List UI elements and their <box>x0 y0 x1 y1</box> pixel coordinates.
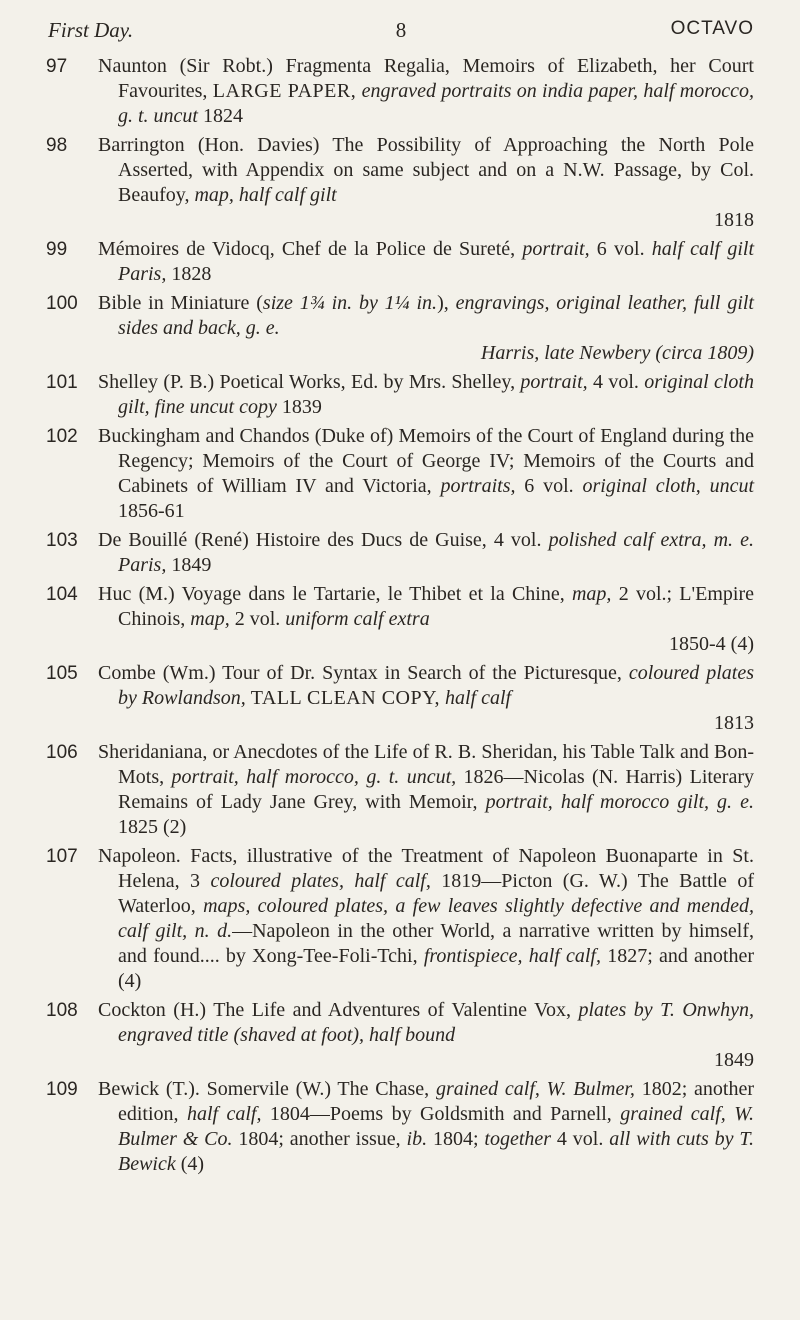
lot-entry <box>46 1077 754 1177</box>
lot-text-segment: Bewick (T.). Somervile (W.) The Chase, <box>98 1078 436 1100</box>
lot-text-segment: ib. <box>406 1128 428 1150</box>
lot-text-segment: 1804—Poems by Goldsmith and Parnell, <box>261 1103 621 1125</box>
lot-entry <box>46 528 754 578</box>
lot-text-segment: half calf, <box>186 1103 262 1125</box>
lot-text-segment: 1827; and another (4) <box>118 945 754 992</box>
lot-text-segment: —Napoleon in the other World, a narrative written by himself, and found.... by Xong-Tee-Foli-Tchi, <box>118 920 754 967</box>
lot-text-segment: maps, coloured plates, a few leaves slightly defective and mended, calf gilt, n. d. <box>118 895 755 942</box>
lot-text-segment: ), <box>437 292 456 314</box>
lot-description <box>98 424 754 524</box>
lot-text-segment: grained calf, W. Bulmer & Co. <box>118 1103 755 1150</box>
lot-number: 98 <box>46 135 68 156</box>
lot-description <box>98 844 754 994</box>
lot-number: 103 <box>46 530 78 551</box>
lot-number: 97 <box>46 56 68 77</box>
lot-text-segment: Buckingham and Chandos (Duke of) Memoirs of the Court of England during the Regency; Memoirs of the Court of George IV; Memoirs of the Courts and Cabinets of William IV and Victoria, <box>98 425 754 497</box>
lot-text-segment: 1804; another issue, <box>232 1128 407 1150</box>
lot-number: 100 <box>46 293 78 314</box>
lot-text-segment: TALL CLEAN COPY, <box>250 687 440 709</box>
lot-date: 1818 <box>714 209 754 231</box>
lot-text-segment: 1825 (2) <box>118 816 187 838</box>
lot-number: 109 <box>46 1079 78 1100</box>
lot-number: 107 <box>46 846 78 867</box>
lot-entry <box>46 740 754 840</box>
lot-text-segment: Barrington (Hon. Davies) The Possibility of Approaching the North Pole Asserted, with Appendix on same subject and on a N.W. Passage, by Col. Beaufoy, <box>98 134 754 206</box>
lot-entry <box>46 844 754 994</box>
lot-text-segment: 1828 <box>166 263 212 285</box>
lot-text-segment: 2 vol. <box>229 608 286 630</box>
lot-list <box>46 54 754 1181</box>
lot-description <box>98 582 754 657</box>
lot-date: 1813 <box>714 712 754 734</box>
lot-text-segment: uniform calf extra <box>285 608 430 630</box>
lot-entry <box>46 998 754 1073</box>
lot-number: 105 <box>46 663 78 684</box>
lot-text-segment: portrait, half morocco, g. t. uncut, <box>171 766 457 788</box>
lot-text-segment: Paris, <box>118 263 167 285</box>
lot-entry <box>46 133 754 233</box>
lot-text-segment: Cockton (H.) The Life and Adventures of Valentine Vox, <box>98 999 579 1021</box>
lot-text-segment: Combe (Wm.) Tour of Dr. Syntax in Search of the Picturesque, <box>98 662 629 684</box>
lot-text-segment: 1856-61 <box>118 500 185 522</box>
lot-text-segment: size 1¾ in. by 1¼ in. <box>262 292 438 314</box>
day-heading: First Day. <box>48 18 134 42</box>
lot-text-segment: portraits, <box>440 475 516 497</box>
lot-entry <box>46 582 754 657</box>
lot-description <box>98 1077 754 1177</box>
lot-text-segment: plates by T. Onwhyn, engraved title (shaved at foot), half bound <box>118 999 754 1046</box>
lot-date: Harris, late Newbery (circa 1809) <box>480 342 754 364</box>
lot-text-segment: half calf gilt <box>651 238 754 260</box>
lot-text-segment: 1804; <box>427 1128 485 1150</box>
lot-entry <box>46 291 754 366</box>
lot-description <box>98 370 754 420</box>
lot-text-segment: Naunton (Sir Robt.) Fragmenta Regalia, Memoirs of Elizabeth, her Court Favourites, <box>98 55 754 102</box>
lot-text-segment: map, half calf gilt <box>194 184 337 206</box>
lot-description <box>98 661 754 736</box>
lot-text-segment: portrait, <box>520 371 588 393</box>
lot-text-segment: 4 vol. <box>587 371 645 393</box>
lot-number: 101 <box>46 372 78 393</box>
lot-text-segment: engravings, original leather, full gilt sides and back, g. e. <box>118 292 754 339</box>
lot-text-segment: LARGE PAPER, <box>212 80 357 102</box>
lot-text-segment: Napoleon. Facts, illustrative of the Treatment of Napoleon Buonaparte in St. Helena, 3 <box>98 845 754 892</box>
lot-entry <box>46 237 754 287</box>
lot-description <box>98 740 754 840</box>
lot-text-segment: 1849 <box>166 554 212 576</box>
lot-text-segment: portrait, <box>522 238 590 260</box>
lot-text-segment: engraved portraits on india paper, half morocco, g. t. uncut <box>118 80 755 127</box>
lot-text-segment: grained calf, W. Bulmer, <box>435 1078 635 1100</box>
lot-text-segment: half calf <box>444 687 512 709</box>
lot-description <box>98 54 754 129</box>
lot-text-segment: Huc (M.) Voyage dans le Tartarie, le Thibet et la Chine, <box>98 583 572 605</box>
lot-entry <box>46 661 754 736</box>
lot-text-segment: Mémoires de Vidocq, Chef de la Police de Sureté, <box>98 238 523 260</box>
lot-text-segment: portrait, half morocco gilt, g. e. <box>485 791 754 813</box>
lot-number: 99 <box>46 239 68 260</box>
lot-text-segment: 4 vol. <box>551 1128 610 1150</box>
lot-text-segment: original cloth, uncut <box>582 475 754 497</box>
lot-entry <box>46 424 754 524</box>
lot-text-segment: together <box>484 1128 552 1150</box>
lot-text-segment: 1802; another edition, <box>118 1078 754 1125</box>
lot-text-segment: Shelley (P. B.) Poetical Works, Ed. by Mrs. Shelley, <box>98 371 521 393</box>
lot-text-segment: map, <box>190 608 230 630</box>
lot-date: 1849 <box>714 1049 754 1071</box>
lot-text-segment: 1824 <box>198 105 243 127</box>
lot-description <box>98 998 754 1073</box>
lot-text-segment: frontispiece, half calf, <box>423 945 601 967</box>
lot-text-segment: De Bouillé (René) Histoire des Ducs de Guise, 4 vol. <box>98 529 549 551</box>
lot-number: 108 <box>46 1000 78 1021</box>
lot-date: 1850-4 (4) <box>669 633 754 655</box>
lot-number: 102 <box>46 426 78 447</box>
lot-entry <box>46 370 754 420</box>
lot-description <box>98 237 754 287</box>
lot-text-segment: 6 vol. <box>589 238 652 260</box>
lot-text-segment: original cloth gilt, fine uncut copy <box>118 371 754 418</box>
section-heading: OCTAVO <box>670 18 754 39</box>
lot-text-segment: map, <box>571 583 612 605</box>
lot-text-segment: coloured plates, half calf, <box>210 870 431 892</box>
lot-text-segment: 1826—Nicolas (N. Harris) Literary Remains of Lady Jane Grey, with Memoir, <box>118 766 755 813</box>
lot-text-segment: 2 vol.; L'Empire Chinois, <box>118 583 754 630</box>
lot-description <box>98 291 754 366</box>
lot-description <box>98 528 754 578</box>
lot-entry <box>46 54 754 129</box>
lot-text-segment: all with cuts by T. Bewick <box>118 1128 754 1175</box>
lot-number: 106 <box>46 742 78 763</box>
lot-text-segment: polished calf extra, m. e. <box>548 529 754 551</box>
lot-text-segment: Bible in Miniature ( <box>98 292 263 314</box>
lot-text-segment: Sheridaniana, or Anecdotes of the Life of R. B. Sheridan, his Table Talk and Bon-Mots, <box>98 741 754 788</box>
lot-description <box>98 133 754 233</box>
lot-number: 104 <box>46 584 78 605</box>
page-number: 8 <box>395 18 407 42</box>
lot-text-segment: Paris, <box>118 554 167 576</box>
lot-text-segment: 1839 <box>276 396 322 418</box>
lot-text-segment: 6 vol. <box>515 475 583 497</box>
lot-text-segment: (4) <box>175 1153 205 1175</box>
page-header <box>48 18 754 44</box>
lot-text-segment: 1819—Picton (G. W.) The Battle of Waterloo, <box>118 870 754 917</box>
lot-text-segment: coloured plates by Rowlandson, <box>118 662 754 709</box>
